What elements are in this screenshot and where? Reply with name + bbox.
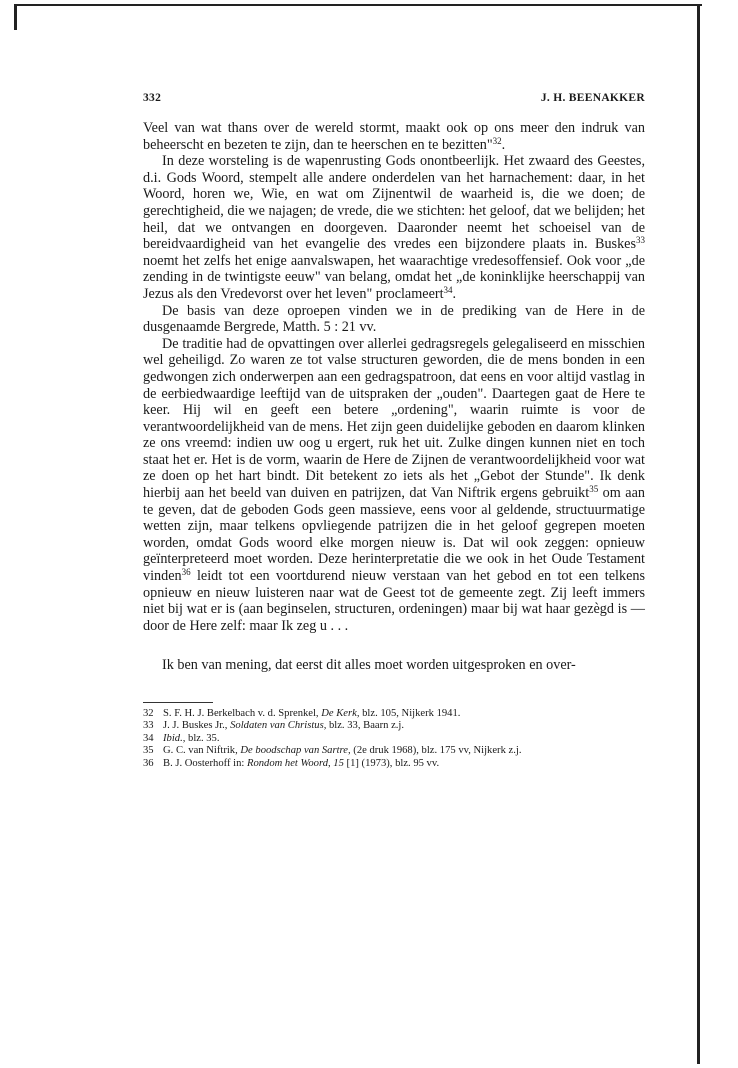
text-run: blz. 105, Nijkerk 1941.: [359, 708, 461, 719]
text-run: om aan te geven, dat de geboden Gods geen massieve, eens voor al geldende, structuurmatige wetten zijn, maar telkens opvliegende patrijzen die in het geloof gegrepen moeten worden, omdat Gods woord elke morgen nieuw is. Dat wil ook zeggen: opnieuw geïnterpreteerd moet worden. Deze herinterpretatie die we ook in het Oude Testament vinden: [143, 485, 645, 585]
italic-title: Ibid.,: [163, 732, 186, 744]
text-run: blz. 35.: [185, 732, 220, 744]
footnote-number: 35: [143, 745, 154, 757]
text-run: B. J. Oosterhoff in:: [163, 757, 247, 769]
running-head-author: J. H. BEENAKKER: [540, 92, 645, 104]
scan-border-top: [14, 4, 702, 6]
text-run: Ik ben van mening, dat eerst dit alles moet worden uitgesproken en over-: [162, 657, 576, 674]
footnote-rule: [143, 702, 213, 703]
footnote-text: [163, 758, 645, 770]
scan-border-right: [697, 4, 700, 1064]
italic-title: Soldaten van Christus,: [230, 720, 327, 732]
paragraph: [143, 153, 645, 302]
footnote-number: 33: [143, 720, 154, 732]
footnote-text: [163, 720, 645, 732]
footnote-reference: 36: [181, 567, 191, 578]
italic-title: De Kerk,: [321, 708, 360, 719]
text-run: De basis van deze oproepen vinden we in de prediking van de Here in de dusgenaamde Bergrede, Matth. 5 : 21 vv.: [143, 302, 645, 336]
footnote-number: 32: [143, 708, 154, 719]
text-run: In deze worsteling is de wapenrusting Gods onontbeerlijk. Het zwaard des Geestes, d.i. Gods Woord, stempelt alle andere onderdelen van het harnachement: daar, in het Woord, horen we, Wie, en wat om Zijnentwil de waarheid is, die we doen; de gerechtigheid, die we najagen; de vrede, die we stichten: het geloof, dat we belijden; het heil, dat we ontvangen en doorgeven. Daaronder neemt het schoeisel van de bereidvaardigheid van het evangelie des vredes een bijzondere plaats in. Buskes: [143, 153, 645, 253]
text-run: .: [501, 136, 506, 153]
footnote-number: 34: [143, 732, 154, 744]
text-run: .: [452, 285, 457, 302]
text-run: leidt tot een voortdurend nieuw verstaan van het gebod en tot een telkens opnieuw en nieuw luisteren naar wat de Geest tot de gemeente zegt. Zij leeft immers niet bij wat er is (aan beginselen, structuren, ordeningen) maar bij wat haar gezègd is — door de Here zelf: maar Ik zeg u . . .: [143, 568, 645, 634]
footnote: [143, 758, 645, 770]
italic-title: De boodschap van Sartre,: [240, 745, 351, 757]
body-text: [143, 120, 645, 674]
paragraph: [143, 120, 645, 153]
footnote-text: [163, 708, 645, 720]
footnote-text: [163, 745, 645, 757]
footnote: [143, 733, 645, 745]
text-run: J. J. Buskes Jr.,: [163, 720, 231, 732]
footnotes: [143, 708, 645, 770]
footnote-reference: 35: [589, 484, 599, 495]
footnote-reference: 32: [492, 135, 502, 146]
italic-title: Rondom het Woord, 15: [246, 757, 344, 769]
footnote-number: 36: [143, 757, 154, 769]
footnote-text: [163, 733, 645, 745]
text-run: [1] (1973), blz. 95 vv.: [343, 757, 440, 769]
footnote: [143, 708, 645, 720]
running-head: [143, 92, 645, 104]
text-run: S. F. H. J. Berkelbach v. d. Sprenkel,: [163, 708, 322, 719]
paragraph: [143, 657, 645, 674]
text-run: noemt het zelfs het enige aanvalswapen, het waarachtige vredesoffensief. Ook voor „de zending in de twintigste eeuw" van belang, omdat het „de koninklijke heerschappij van Jezus als den Vredevorst over het leven" proclameert: [143, 252, 645, 302]
text-run: (2e druk 1968), blz. 175 vv, Nijkerk z.j.: [350, 745, 522, 757]
footnote-reference: 34: [443, 284, 453, 295]
footnote: [143, 745, 645, 757]
text-run: blz. 33, Baarn z.j.: [326, 720, 405, 732]
text-run: G. C. van Niftrik,: [163, 745, 241, 757]
page-number: 332: [143, 92, 162, 104]
book-page: [143, 92, 645, 770]
paragraph: [143, 336, 645, 635]
text-run: De traditie had de opvattingen over allerlei gedragsregels gelegaliseerd en misschien wel geheiligd. Zo waren ze tot valse structuren geworden, die de mens bonden in een gedwongen zich onderwerpen aan een gedragspatroon, dat eens en voor altijd vastlag in de eerbiedwaardige leeftijd van de uitspraken der „ouden". Daartegen gaat de Here te keer. Hij wil en geeft een betere „ordening", waarin ruimte is voor de verantwoordelijkheid van de mens. Het zijn geen duidelijke geboden en daarom klinken ze ons vreemd: indien uw oog u ergert, ruk het uit. Zulke dingen kunnen niet en toch staat het er. Het is de vorm, waarin de Here de Zijnen de verantwoordelijkheid voor wat ze doen op het hart bindt. Dit betekent zo iets als het „Gebot der Stunde". Ik denk hierbij aan het beeld van duiven en patrijzen, dat Van Niftrik ergens gebruikt: [143, 335, 645, 502]
scan-border-left: [14, 4, 17, 30]
text-run: Veel van wat thans over de wereld stormt, maakt ook op ons meer den indruk van beheerscht en bezeten te zijn, dan te heerschen en te bezitten": [143, 120, 645, 153]
footnote-reference: 33: [636, 235, 645, 246]
footnote: [143, 720, 645, 732]
paragraph-gap: [143, 634, 645, 657]
paragraph: [143, 303, 645, 336]
